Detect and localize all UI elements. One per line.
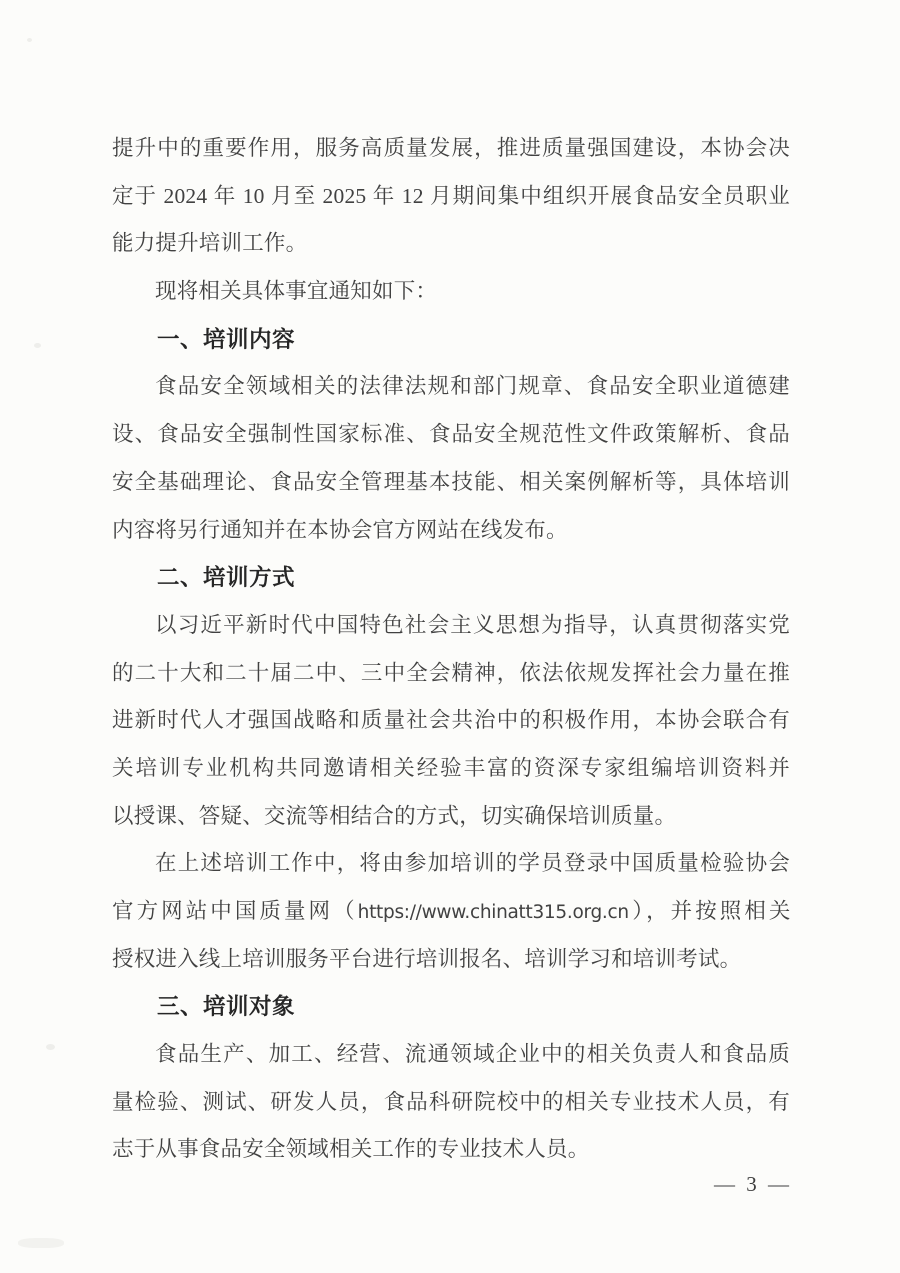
body-line: 志于从事食品安全领域相关工作的专业技术人员。 (112, 1137, 590, 1162)
scan-artifact (46, 1044, 55, 1050)
section-heading-1: 一、培训内容 (157, 326, 296, 352)
body-line: 现将相关具体事宜通知如下： (155, 279, 438, 304)
body-line: 的二十大和二十届二中、三中全会精神，依法依规发挥社会力量在推 (112, 660, 790, 685)
body-line-with-url (112, 888, 790, 936)
website-url: https://www.chinatt315.org.cn (357, 902, 629, 923)
body-line: 在上述培训工作中，将由参加培训的学员登录中国质量检验协会 (155, 851, 790, 876)
scan-artifact (34, 343, 41, 348)
url-line-suffix: ），并按照相关 (628, 899, 790, 923)
scan-artifact (27, 38, 32, 42)
scan-artifact (18, 1238, 64, 1248)
body-line: 定于 2024 年 10 月至 2025 年 12 月期间集中组织开展食品安全员职业 (112, 183, 790, 208)
page-number: — 3 — (714, 1172, 792, 1196)
body-line: 以习近平新时代中国特色社会主义思想为指导，认真贯彻落实党 (155, 612, 790, 637)
body-line: 内容将另行通知并在本协会官方网站在线发布。 (112, 517, 568, 542)
url-line-prefix: 官方网站中国质量网（ (112, 899, 358, 923)
body-line: 能力提升培训工作。 (112, 231, 308, 256)
body-line: 食品生产、加工、经营、流通领域企业中的相关负责人和食品质 (155, 1042, 790, 1067)
body-line: 以授课、答疑、交流等相结合的方式，切实确保培训质量。 (112, 803, 677, 828)
body-line: 食品安全领域相关的法律法规和部门规章、食品安全职业道德建 (155, 374, 790, 399)
body-line: 量检验、测试、研发人员，食品科研院校中的相关专业技术人员，有 (112, 1089, 790, 1114)
section-heading-2: 二、培训方式 (157, 565, 296, 591)
document-body (112, 125, 790, 1174)
body-line: 设、食品安全强制性国家标准、食品安全规范性文件政策解析、食品 (112, 422, 790, 447)
section-heading-3: 三、培训对象 (157, 994, 296, 1020)
body-line: 进新时代人才强国战略和质量社会共治中的积极作用，本协会联合有 (112, 708, 790, 733)
body-line: 授权进入线上培训服务平台进行培训报名、培训学习和培训考试。 (112, 946, 742, 971)
body-line: 提升中的重要作用，服务高质量发展，推进质量强国建设，本协会决 (112, 136, 790, 160)
body-line: 安全基础理论、食品安全管理基本技能、相关案例解析等，具体培训 (112, 469, 790, 494)
body-line: 关培训专业机构共同邀请相关经验丰富的资深专家组编培训资料并 (112, 755, 790, 780)
